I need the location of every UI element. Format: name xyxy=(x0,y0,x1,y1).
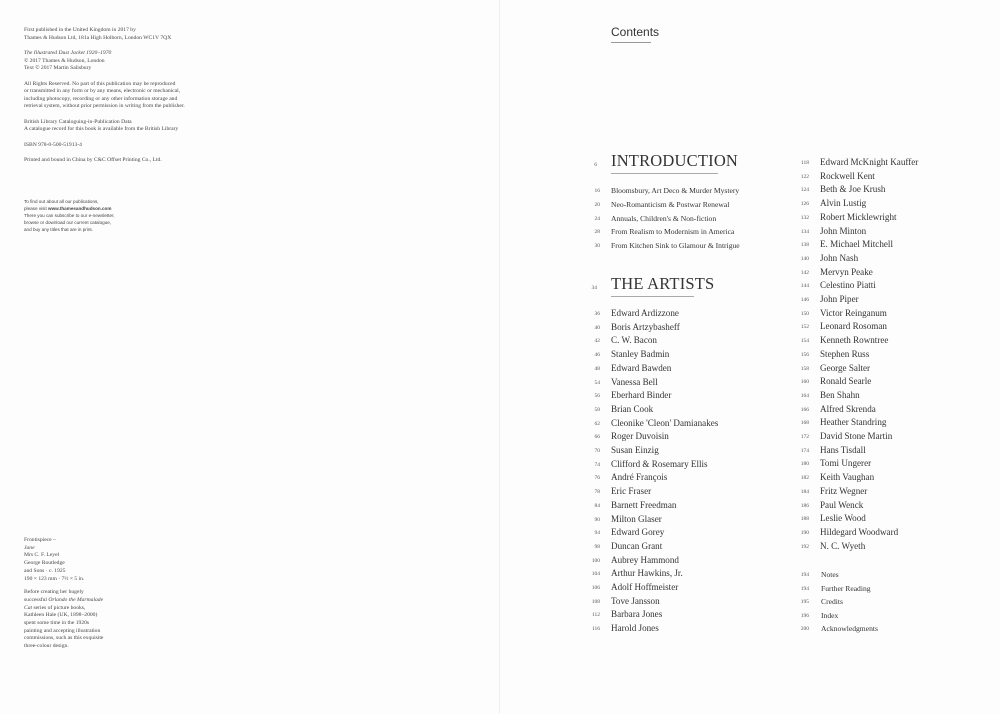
entry-label: Vanessa Bell xyxy=(611,376,658,387)
intro-heading[interactable]: INTRODUCTION xyxy=(611,151,739,170)
caption-publisher: and Sons · c. 1925 xyxy=(24,567,66,574)
caption-label: Frontispiece – xyxy=(24,537,56,543)
entry-label: Edward Ardizzone xyxy=(611,308,679,318)
page-number: 126 xyxy=(800,201,809,208)
entry-label: Mervyn Peake xyxy=(820,266,873,277)
printed-line: Printed and bound in China by C&C Offset Printing Co., Ltd. xyxy=(24,157,162,164)
entry-label: Tomi Ungerer xyxy=(820,458,872,469)
intro-page-number: 6 xyxy=(594,162,597,168)
entry-label: Neo-Romanticism & Postwar Renewal xyxy=(611,199,730,209)
entry-label: Victor Reinganum xyxy=(820,307,887,318)
entry-label: Ben Shahn xyxy=(820,389,860,400)
entry-label: Robert Micklewright xyxy=(820,211,897,222)
caption-desc: three-colour design. xyxy=(24,643,69,650)
entry-label: Aubrey Hammond xyxy=(611,554,679,565)
page-number: 94 xyxy=(594,530,600,537)
page-number: 188 xyxy=(800,516,809,523)
page-number: 54 xyxy=(594,379,600,386)
entry-label: John Nash xyxy=(820,252,859,263)
entry-label: Rockwell Kent xyxy=(820,170,875,181)
caption-size: 190 × 123 mm · 7½ × 5 in. xyxy=(24,575,85,582)
entry-label: Susan Einzig xyxy=(611,445,659,455)
book-title: The Illustrated Dust Jacket 1920–1970 xyxy=(24,49,112,56)
entry-label: Leslie Wood xyxy=(820,513,866,524)
entry-label: Keith Vaughan xyxy=(820,472,875,483)
entry-label: Adolf Hoffmeister xyxy=(611,582,679,592)
entry-label: John Piper xyxy=(820,294,859,304)
entry-label: From Realism to Modernism in America xyxy=(611,227,735,237)
caption-desc-italic: Cat xyxy=(24,604,33,611)
page-number: 76 xyxy=(594,475,600,482)
page-number: 174 xyxy=(800,447,809,454)
page-number: 48 xyxy=(594,365,600,372)
colophon xyxy=(24,27,224,173)
web-note-line: There you can subscribe to our e-newsletter, xyxy=(24,213,115,218)
entry-label: Stephen Russ xyxy=(820,348,870,359)
entry-label: Credits xyxy=(821,597,843,606)
page-number: 196 xyxy=(800,612,809,619)
pub-address: Thames & Hudson Ltd, 181a High Holborn, London WC1V 7QX xyxy=(24,34,172,41)
entry-label: Acknowledgments xyxy=(821,624,878,633)
entry-label: Arthur Hawkins, Jr. xyxy=(611,568,683,579)
artists-heading-rule xyxy=(611,296,694,297)
website-note xyxy=(24,198,174,233)
page-number: 58 xyxy=(594,406,600,413)
caption-desc: series of picture books, xyxy=(32,604,86,611)
page-number: 62 xyxy=(594,420,600,427)
cip-line: A catalogue record for this book is available from the British Library xyxy=(24,126,179,133)
page-number: 200 xyxy=(800,626,809,632)
caption-desc: successful xyxy=(24,596,49,603)
page-number: 100 xyxy=(591,557,600,564)
page-number: 195 xyxy=(800,599,809,605)
page-number: 150 xyxy=(800,310,809,317)
entry-label: Leonard Rosoman xyxy=(820,321,887,332)
page-number: 184 xyxy=(800,488,809,495)
page-number: 20 xyxy=(594,201,600,208)
entry-label: Notes xyxy=(821,570,839,579)
page-number: 46 xyxy=(594,352,600,359)
page-number: 66 xyxy=(594,434,600,441)
page-number: 146 xyxy=(800,297,809,303)
page-number: 106 xyxy=(591,585,600,591)
entry-label: Fritz Wegner xyxy=(820,485,868,496)
page-number: 154 xyxy=(800,338,809,345)
caption-title: Jane xyxy=(24,544,35,551)
entry-label: Harold Jones xyxy=(611,623,659,634)
page-number: 40 xyxy=(594,324,600,331)
page-number: 166 xyxy=(800,406,809,413)
page-number: 168 xyxy=(800,420,809,427)
frontispiece-caption xyxy=(24,537,144,657)
copyright-text: Text © 2017 Martin Salisbury xyxy=(24,65,92,72)
entry-label: Index xyxy=(821,610,839,620)
entry-label: Bloomsbury, Art Deco & Murder Mystery xyxy=(611,186,740,195)
entry-label: Alfred Skrenda xyxy=(820,403,876,414)
page-number: 124 xyxy=(800,187,809,194)
entry-label: Annuals, Children's & Non-fiction xyxy=(611,213,717,223)
entry-label: Duncan Grant xyxy=(611,540,663,551)
copyright-publisher: © 2017 Thames & Hudson, London xyxy=(24,57,105,64)
page-number: 140 xyxy=(800,255,809,262)
artists-page-number: 34 xyxy=(591,285,597,291)
entry-label: Edward Bawden xyxy=(611,362,672,373)
entry-label: Hildegard Woodward xyxy=(820,526,899,537)
page-number: 152 xyxy=(800,324,809,331)
page-number: 182 xyxy=(800,475,809,482)
page-number: 42 xyxy=(594,338,600,345)
caption-desc: painting and accepting illustration xyxy=(24,627,101,634)
page-number: 132 xyxy=(800,214,809,221)
entry-label: Milton Glaser xyxy=(611,513,662,524)
page-number: 164 xyxy=(800,392,809,399)
page-number: 24 xyxy=(594,215,600,222)
gutter xyxy=(499,0,500,714)
entry-label: Hans Tisdall xyxy=(820,444,866,455)
page-number: 108 xyxy=(591,598,600,605)
page-number: 180 xyxy=(800,461,809,468)
caption-publisher: George Routledge xyxy=(24,560,65,567)
page-number: 28 xyxy=(594,229,600,236)
contents-title: Contents xyxy=(611,25,660,39)
entry-label: André François xyxy=(611,472,668,483)
entry-label: Boris Artzybasheff xyxy=(611,321,680,332)
page-number: 192 xyxy=(800,543,809,550)
page-number: 158 xyxy=(800,365,809,372)
entry-label: John Minton xyxy=(820,225,867,236)
page-number: 116 xyxy=(591,626,600,633)
page-number: 194 xyxy=(800,572,809,578)
web-note-line: To find out about all our publications, xyxy=(24,199,99,204)
page-number: 138 xyxy=(800,242,809,249)
page-number: 190 xyxy=(800,529,809,536)
web-note-line: please visit xyxy=(24,206,49,211)
entry-label: Roger Duvoisin xyxy=(611,431,669,442)
page-number: 98 xyxy=(594,543,600,550)
entry-label: From Kitchen Sink to Glamour & Intrigue xyxy=(611,241,740,250)
entry-label: Barbara Jones xyxy=(611,609,663,620)
website-link[interactable]: www.thamesandhudson.com xyxy=(48,206,112,211)
page-number: 84 xyxy=(594,502,600,509)
entry-label: Barnett Freedman xyxy=(611,499,677,510)
entry-label: Brian Cook xyxy=(611,403,654,414)
entry-label: George Salter xyxy=(820,362,871,373)
page-number: 56 xyxy=(594,393,600,400)
entry-label: Eberhard Binder xyxy=(611,390,672,401)
page-number: 186 xyxy=(800,502,809,509)
caption-desc-italic: Orlando the Marmalade xyxy=(48,596,104,603)
isbn: ISBN 978-0-500-51913-4 xyxy=(24,141,82,148)
page-number: 36 xyxy=(594,311,600,317)
entry-label: Paul Wenck xyxy=(820,499,864,510)
page-number: 118 xyxy=(800,160,809,166)
cip-line: British Library Cataloguing-in-Publication Data xyxy=(24,118,132,125)
contents-rule xyxy=(611,42,651,43)
caption-desc: spent some time in the 1920s xyxy=(24,620,90,627)
pub-line: First published in the United Kingdom in 2017 by xyxy=(24,27,136,33)
web-note-line: and buy any titles that are in print. xyxy=(24,227,93,232)
intro-heading-rule xyxy=(611,173,718,174)
entry-label: Stanley Badmin xyxy=(611,349,670,360)
page-number: 90 xyxy=(594,516,600,523)
entry-label: Cleonike 'Cleon' Damianakes xyxy=(611,417,719,428)
page-number: 78 xyxy=(594,489,600,496)
page-number: 70 xyxy=(594,448,600,454)
entry-label: Edward Gorey xyxy=(611,527,665,538)
entry-label: N. C. Wyeth xyxy=(820,540,866,551)
page-number: 122 xyxy=(800,173,809,180)
caption-author: Mrs C. F. Leyel xyxy=(24,552,60,559)
entry-label: Clifford & Rosemary Ellis xyxy=(611,458,708,469)
entry-label: Eric Fraser xyxy=(611,486,652,497)
entry-label: Ronald Searle xyxy=(820,376,872,387)
entry-label: Beth & Joe Krush xyxy=(820,184,886,195)
rights-line: including photocopy, recording or any other information storage and xyxy=(24,95,178,102)
web-note-line: browse or download our current catalogue, xyxy=(24,220,112,225)
entry-label: Kenneth Rowntree xyxy=(820,335,889,346)
page-number: 144 xyxy=(800,283,809,290)
caption-desc: Kathleen Hale (UK, 1898–2000) xyxy=(24,612,98,619)
entry-label: Heather Standring xyxy=(820,417,887,428)
entry-label: Further Reading xyxy=(821,583,871,593)
entry-label: David Stone Martin xyxy=(820,431,893,441)
entry-label: Edward McKnight Kauffer xyxy=(820,157,919,167)
page-number: 74 xyxy=(594,461,600,468)
entry-label: E. Michael Mitchell xyxy=(820,239,893,250)
rights-line: retrieval system, without prior permission in writing from the publisher. xyxy=(24,103,185,110)
rights-line: or transmitted in any form or by any means, electronic or mechanical, xyxy=(24,88,181,95)
entry-label: Celestino Piatti xyxy=(820,280,876,291)
page-number: 142 xyxy=(800,269,809,276)
entry-label: Alvin Lustig xyxy=(820,198,867,209)
entry-label: Tove Jansson xyxy=(611,595,660,606)
page-number: 16 xyxy=(594,188,600,194)
page-number: 104 xyxy=(591,571,600,578)
rights-line: All Rights Reserved. No part of this publication may be reproduced xyxy=(24,80,176,87)
artists-heading[interactable]: THE ARTISTS xyxy=(611,274,715,293)
page-number: 172 xyxy=(800,434,809,440)
entry-label: C. W. Bacon xyxy=(611,335,657,346)
caption-desc: Before creating her hugely xyxy=(24,589,84,596)
page-number: 156 xyxy=(800,351,809,358)
page-number: 112 xyxy=(591,612,600,619)
page-number: 194 xyxy=(800,585,809,592)
page-number: 30 xyxy=(594,243,600,249)
page-number: 160 xyxy=(800,379,809,386)
page-number: 134 xyxy=(800,228,809,235)
caption-desc: commissions, such as this exquisite xyxy=(24,635,104,642)
